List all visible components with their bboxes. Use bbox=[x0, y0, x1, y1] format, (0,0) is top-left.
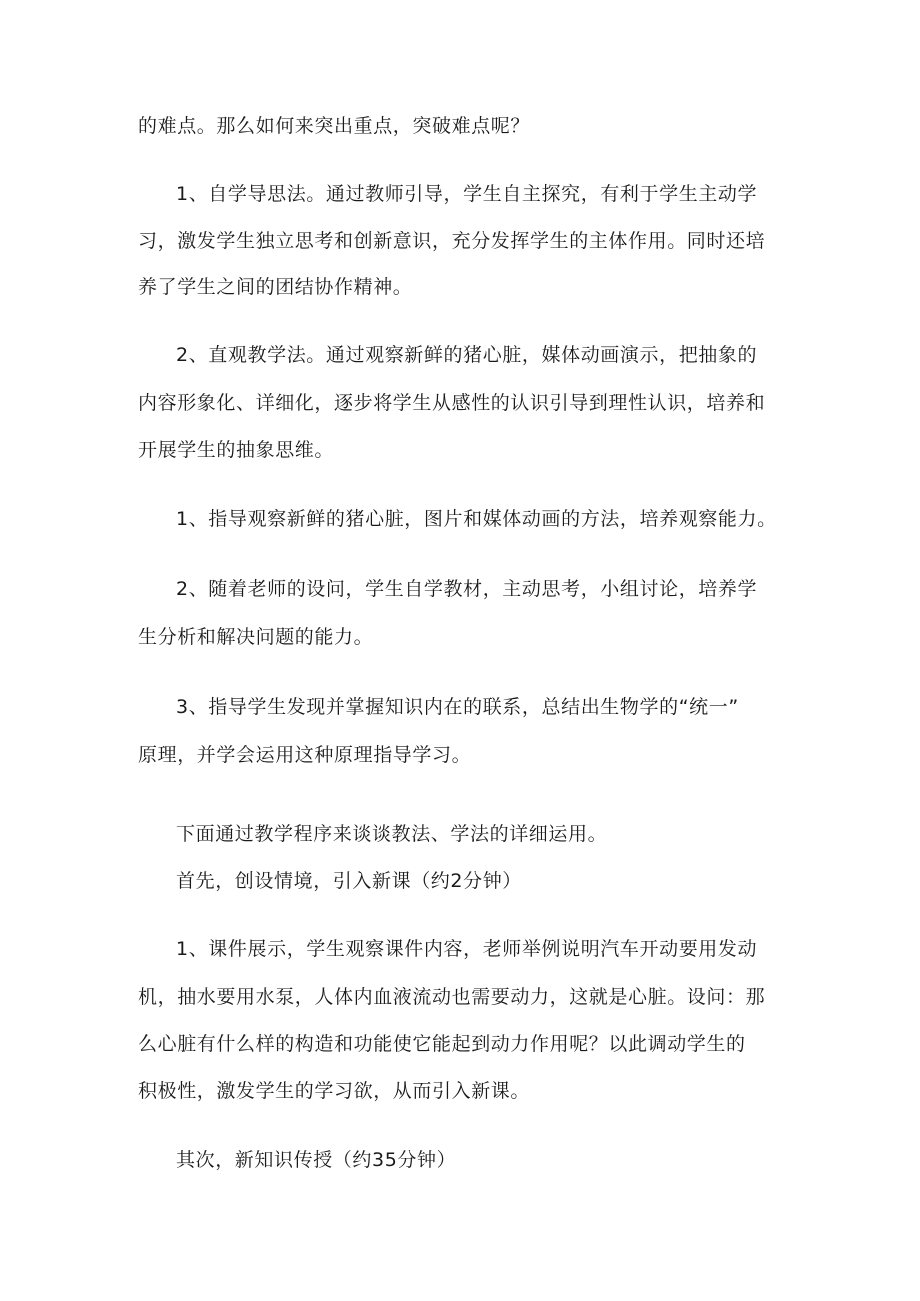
text-line-courseware-cont2: 么心脏有什么样的构造和功能使它能起到动力作用呢？以此调动学生的 bbox=[138, 1033, 746, 1055]
text-line-guide3-cont: 原理，并学会运用这种原理指导学习。 bbox=[138, 744, 472, 766]
text-line-method2-cont2: 开展学生的抽象思维。 bbox=[138, 439, 335, 461]
text-line-guide2-start: 2、随着老师的设问，学生自学教材，主动思考，小组讨论，培养学 bbox=[176, 578, 758, 600]
text-line-guide1: 1、指导观察新鲜的猪心脏，图片和媒体动画的方法，培养观察能力。 bbox=[176, 508, 777, 530]
text-line-courseware-cont1: 机，抽水要用水泵，人体内血液流动也需要动力，这就是心脏。设问：那 bbox=[138, 986, 766, 1008]
text-line-second-step: 其次，新知识传授（约35分钟） bbox=[176, 1149, 457, 1171]
text-line-guide2-cont: 生分析和解决问题的能力。 bbox=[138, 626, 374, 648]
text-line-method1-cont2: 养了学生之间的团结协作精神。 bbox=[138, 276, 413, 298]
text-line-procedure-intro: 下面通过教学程序来谈谈教法、学法的详细运用。 bbox=[176, 823, 608, 845]
text-line-difficulty-question: 的难点。那么如何来突出重点，突破难点呢？ bbox=[138, 115, 531, 137]
text-line-method2-cont1: 内容形象化、详细化，逐步将学生从感性的认识引导到理性认识，培养和 bbox=[138, 392, 766, 414]
text-line-method1-start: 1、自学导思法。通过教师引导，学生自主探究，有利于学生主动学 bbox=[176, 183, 758, 205]
text-line-first-step: 首先，创设情境，引入新课（约2分钟） bbox=[176, 870, 522, 892]
text-line-method1-cont1: 习，激发学生独立思考和创新意识，充分发挥学生的主体作用。同时还培 bbox=[138, 230, 766, 252]
text-line-guide3-start: 3、指导学生发现并掌握知识内在的联系，总结出生物学的“统一” bbox=[176, 696, 739, 718]
text-line-courseware-start: 1、课件展示，学生观察课件内容，老师举例说明汽车开动要用发动 bbox=[176, 938, 758, 960]
text-line-courseware-cont3: 积极性，激发学生的学习欲，从而引入新课。 bbox=[138, 1080, 531, 1102]
text-line-method2-start: 2、直观教学法。通过观察新鲜的猪心脏，媒体动画演示，把抽象的 bbox=[176, 344, 758, 366]
